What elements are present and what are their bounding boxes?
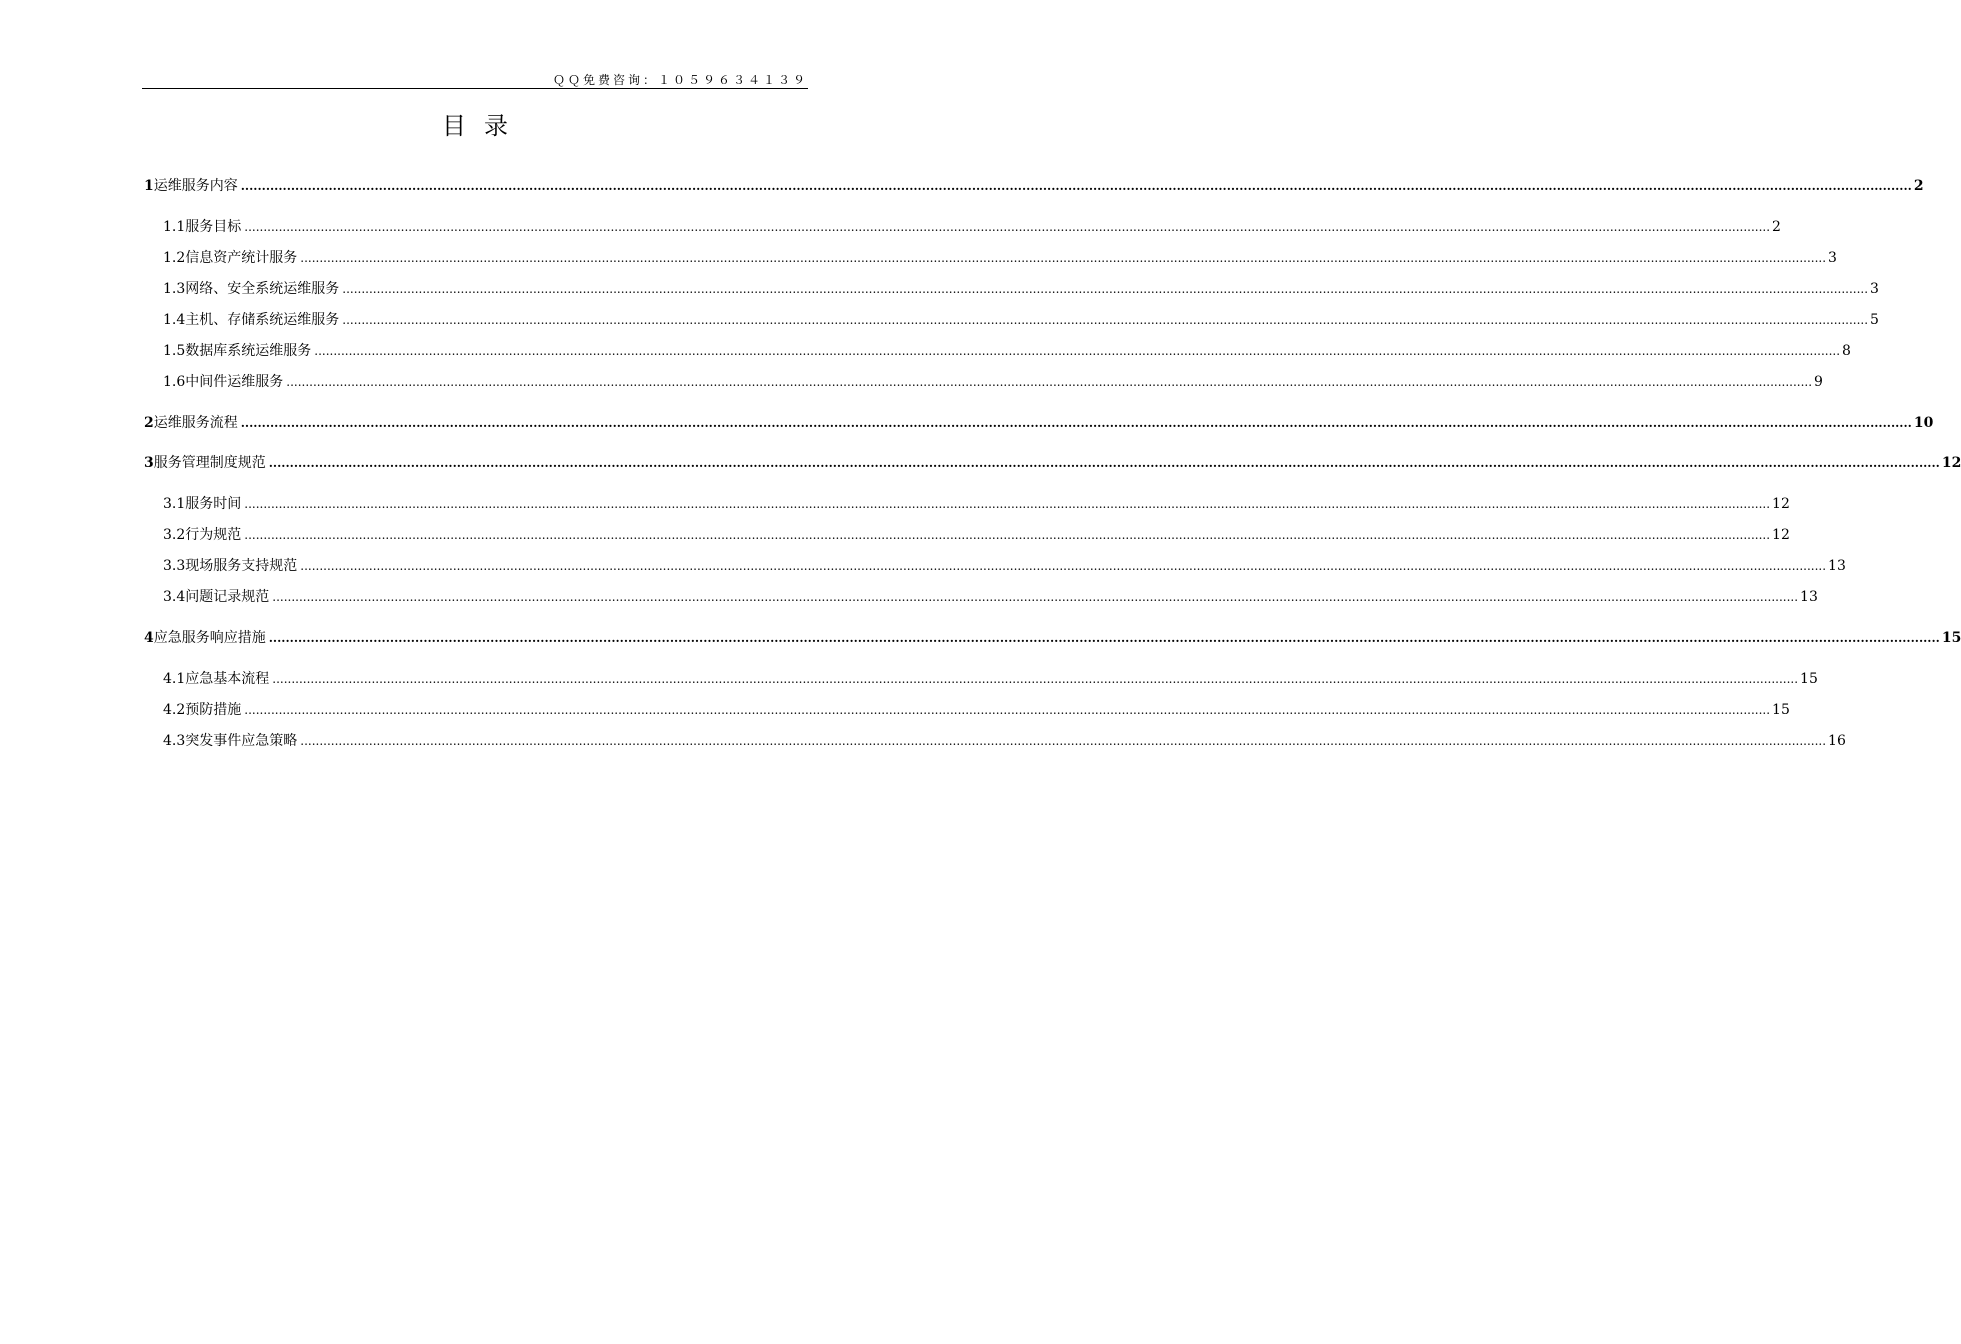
toc-entry-label: 中间件运维服务 [185,374,284,390]
toc-entry-page: 13 [1800,589,1818,605]
toc-entry-number: 3.1 [163,496,186,512]
toc-dot-leader: ................................................................................................................................................................................................................................................................................................................................................................................................................ [314,344,1841,358]
toc-entry-number: 4.3 [163,733,186,749]
toc-entry-page: 5 [1870,312,1879,328]
toc-entry-label: 应急基本流程 [185,671,270,687]
toc-entry-label: 信息资产统计服务 [185,250,298,266]
toc-entry-number: 4 [144,630,154,646]
toc-entry[interactable] [142,278,1879,300]
toc-entry[interactable] [142,175,1924,197]
page-header [142,72,808,89]
toc-entry[interactable] [142,371,1823,393]
toc-entry-label: 问题记录规范 [185,589,270,605]
toc-entry-page: 15 [1772,702,1790,718]
toc-entry-page: 2 [1772,219,1781,235]
toc-entry-page: 12 [1772,496,1790,512]
toc-entry-number: 4.2 [163,702,186,718]
toc-entry[interactable] [142,627,1961,649]
toc-entry[interactable] [142,586,1818,608]
toc-entry[interactable] [142,524,1790,546]
toc-entry-label: 行为规范 [185,527,242,543]
toc-entry-number: 1.1 [163,219,186,235]
toc-entry-number: 1.6 [163,374,186,390]
toc-entry-label: 现场服务支持规范 [185,558,298,574]
toc-entry-label: 服务时间 [185,496,242,512]
toc-entry-number: 1 [144,178,154,194]
toc-entry-number: 1.4 [163,312,186,328]
toc-entry-page: 15 [1941,630,1961,646]
toc-dot-leader: ................................................................................................................................................................................................................................................................................................................................................................................................................ [244,703,1771,717]
toc-entry[interactable] [142,493,1790,515]
toc-entry[interactable] [142,309,1879,331]
toc-entry-label: 网络、安全系统运维服务 [185,281,340,297]
toc-entry-number: 3.3 [163,558,186,574]
toc-entry-page: 15 [1800,671,1818,687]
toc-entry-page: 3 [1828,250,1837,266]
toc-title: 目录 [442,112,526,140]
toc-dot-leader: ................................................................................................................................................................................................................................................................................................................................................................................................................ [300,251,1827,265]
toc-dot-leader: ................................................................................................................................................................................................................................................................................................................................................................................................................ [244,220,1771,234]
toc-entry-page: 2 [1913,178,1924,194]
toc-entry[interactable] [142,412,1934,434]
toc-entry[interactable] [142,247,1837,269]
toc-entry-page: 9 [1814,374,1823,390]
toc-entry-number: 3 [144,455,154,471]
toc-entry[interactable] [142,668,1818,690]
toc-entry-number: 1.2 [163,250,186,266]
toc-entry[interactable] [142,699,1790,721]
toc-entry[interactable] [142,555,1846,577]
toc-entry-label: 运维服务内容 [153,178,238,194]
toc-entry-label: 运维服务流程 [153,415,238,431]
toc-entry-page: 10 [1913,415,1934,431]
toc-dot-leader: ................................................................................................................................................................................................................................................................................................................................................................................................................ [272,672,1799,686]
toc-entry-number: 1.3 [163,281,186,297]
toc-entry-label: 数据库系统运维服务 [185,343,312,359]
toc-dot-leader: ................................................................................................................................................................................................................................................................................................................................................................................................................ [244,528,1771,542]
toc-entry-page: 3 [1870,281,1879,297]
toc-entry-number: 3.4 [163,589,186,605]
toc-dot-leader: ................................................................................................................................................................................................................................................................................................................................................................................................................ [244,497,1771,511]
toc-dot-leader: ................................................................................................................................................................................................................................................................................................................................................................................................................ [286,375,1813,389]
toc-entry-label: 服务目标 [185,219,242,235]
toc-entry-page: 12 [1772,527,1790,543]
toc-entry-label: 服务管理制度规范 [153,455,266,471]
toc-dot-leader: ................................................................................................................................................................................................................................................................................................................................................................................................................ [240,416,1912,430]
toc-entry-number: 1.5 [163,343,186,359]
toc-dot-leader: ................................................................................................................................................................................................................................................................................................................................................................................................................ [268,631,1940,645]
toc-entry[interactable] [142,452,1961,474]
toc-entry-label: 突发事件应急策略 [185,733,298,749]
toc-dot-leader: ................................................................................................................................................................................................................................................................................................................................................................................................................ [268,456,1940,470]
toc-dot-leader: ................................................................................................................................................................................................................................................................................................................................................................................................................ [300,559,1827,573]
toc-entry[interactable] [142,730,1846,752]
toc-entry-page: 13 [1828,558,1846,574]
toc-dot-leader: ................................................................................................................................................................................................................................................................................................................................................................................................................ [300,734,1827,748]
toc-entry[interactable] [142,216,1781,238]
toc-entry-page: 12 [1941,455,1961,471]
toc-entry-page: 8 [1842,343,1851,359]
toc-dot-leader: ................................................................................................................................................................................................................................................................................................................................................................................................................ [272,590,1799,604]
toc-entry-number: 2 [144,415,154,431]
toc-entry-label: 主机、存储系统运维服务 [185,312,340,328]
toc-entry-number: 3.2 [163,527,186,543]
toc-dot-leader: ................................................................................................................................................................................................................................................................................................................................................................................................................ [240,179,1912,193]
toc-entry-page: 16 [1828,733,1846,749]
header-contact: ＱＱ免费咨询：１０５９６３４１３９ [552,73,808,87]
toc-entry-label: 预防措施 [185,702,242,718]
toc-dot-leader: ................................................................................................................................................................................................................................................................................................................................................................................................................ [342,282,1869,296]
toc-entry-number: 4.1 [163,671,186,687]
toc-entry[interactable] [142,340,1851,362]
toc-entry-label: 应急服务响应措施 [153,630,266,646]
toc-dot-leader: ................................................................................................................................................................................................................................................................................................................................................................................................................ [342,313,1869,327]
